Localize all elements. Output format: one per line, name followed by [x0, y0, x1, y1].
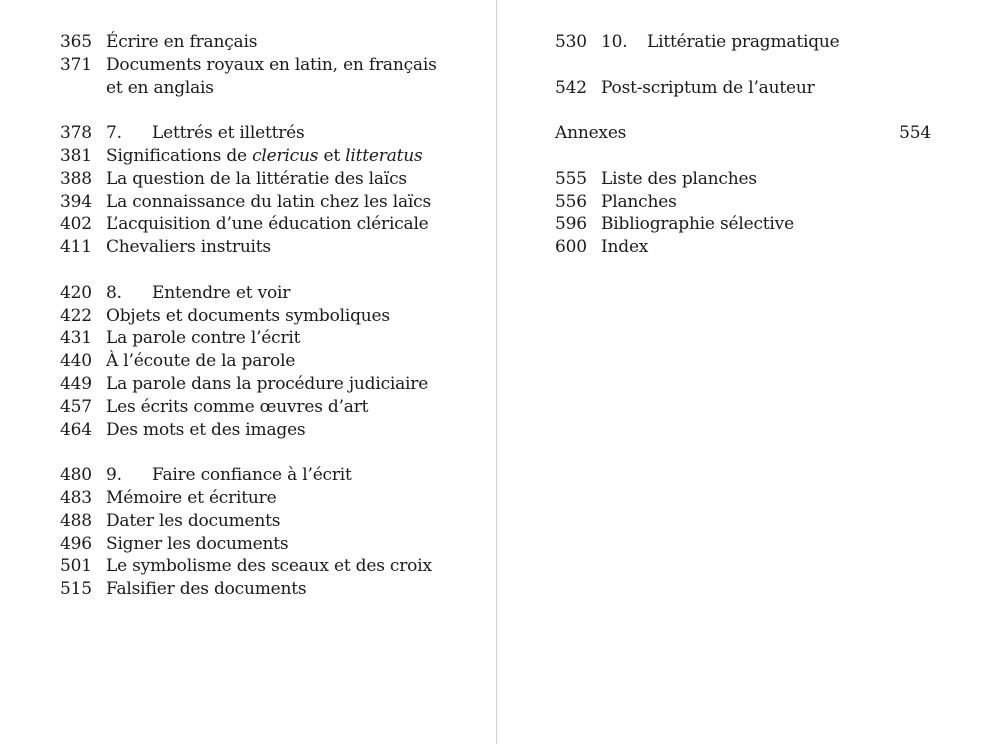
- toc-entry: [60, 54, 440, 77]
- toc-entry: [60, 327, 440, 350]
- toc-chapter-entry: [60, 282, 440, 305]
- toc-title: Objets et documents symboliques: [106, 305, 390, 326]
- toc-page-number: 488: [60, 510, 92, 531]
- toc-page-number: 422: [60, 305, 92, 326]
- chapter-number: 10.: [601, 32, 628, 52]
- toc-title-part: Significations de: [106, 145, 253, 166]
- toc-page-number: 480: [60, 465, 92, 486]
- toc-title: La question de la littératie des laïcs: [106, 168, 407, 189]
- toc-entry: [555, 77, 935, 100]
- section-gap: [555, 99, 935, 122]
- toc-title: Les écrits comme œuvres d’art: [106, 396, 369, 417]
- toc-page-number: 457: [60, 396, 92, 417]
- toc-entry: [60, 487, 440, 510]
- toc-entry: [60, 31, 440, 54]
- toc-entry: [60, 236, 440, 259]
- toc-entry: [60, 191, 440, 214]
- toc-page-number: 394: [60, 191, 92, 212]
- toc-page-number: 464: [60, 419, 92, 440]
- toc-title: Chevaliers instruits: [106, 237, 271, 258]
- toc-chapter-title-wrap: [106, 122, 305, 145]
- toc-page-number: 388: [60, 168, 92, 189]
- toc-entry-continuation: [60, 77, 440, 100]
- chapter-number: 9.: [106, 465, 122, 486]
- toc-page-number: 402: [60, 214, 92, 235]
- toc-title: Écrire en français: [106, 32, 258, 52]
- toc-title-italic: clericus: [252, 145, 319, 166]
- section-gap: [555, 145, 935, 168]
- toc-page-number: 371: [60, 54, 92, 75]
- toc-title-part: et: [318, 145, 346, 166]
- toc-title-italic: litteratus: [345, 145, 423, 166]
- toc-entry: [60, 533, 440, 556]
- toc-page-number: 596: [555, 214, 587, 235]
- chapter-title: Entendre et voir: [152, 282, 291, 303]
- toc-title: La parole dans la procédure judiciaire: [106, 373, 429, 394]
- toc-title: Post-scriptum de l’auteur: [601, 77, 815, 98]
- toc-page-number: 365: [60, 32, 92, 52]
- toc-page-number: 496: [60, 533, 92, 554]
- toc-title: Dater les documents: [106, 510, 281, 531]
- toc-chapter-title-wrap: [601, 31, 840, 54]
- toc-page-number: 600: [555, 237, 587, 258]
- toc-title: Signer les documents: [106, 533, 289, 554]
- toc-entry: [555, 213, 935, 236]
- right-toc: [555, 31, 935, 259]
- section-gap: [555, 54, 935, 77]
- toc-entry: [60, 350, 440, 373]
- toc-page-number: 440: [60, 351, 92, 372]
- toc-title: Documents royaux en latin, en français: [106, 54, 437, 75]
- toc-chapter-entry: [555, 31, 935, 54]
- toc-title: Falsifier des documents: [106, 579, 307, 600]
- toc-title: Bibliographie sélective: [601, 214, 794, 235]
- toc-title: À l’écoute de la parole: [106, 351, 296, 372]
- toc-entry: [60, 578, 440, 601]
- toc-page-number: 411: [60, 237, 92, 258]
- toc-page-number: 542: [555, 77, 587, 98]
- toc-title: L’acquisition d’une éducation cléricale: [106, 214, 429, 235]
- toc-page-number: 378: [60, 123, 92, 144]
- toc-entry: [60, 213, 440, 236]
- toc-title: Des mots et des images: [106, 419, 306, 440]
- toc-title: Index: [601, 237, 649, 258]
- toc-page-number: 431: [60, 328, 92, 349]
- toc-title-line2: et en anglais: [106, 77, 214, 98]
- toc-title: La connaissance du latin chez les laïcs: [106, 191, 431, 212]
- toc-title: Le symbolisme des sceaux et des croix: [106, 556, 432, 577]
- toc-entry: [60, 305, 440, 328]
- toc-page-number: 555: [555, 168, 587, 189]
- chapter-title: Littératie pragmatique: [647, 32, 840, 52]
- toc-page-number: 530: [555, 32, 587, 52]
- toc-entry: [60, 145, 440, 168]
- annexes-page-number: 554: [899, 123, 931, 144]
- section-gap: [60, 441, 440, 464]
- toc-title: Liste des planches: [601, 168, 757, 189]
- toc-page-number: 449: [60, 373, 92, 394]
- toc-page-number: 483: [60, 487, 92, 508]
- toc-page-number: 420: [60, 282, 92, 303]
- toc-page-number: 556: [555, 191, 587, 212]
- toc-annexes-entry: [555, 122, 931, 145]
- toc-title: [106, 145, 423, 168]
- toc-title: La parole contre l’écrit: [106, 328, 301, 349]
- toc-entry: [555, 191, 935, 214]
- chapter-title: Lettrés et illettrés: [152, 123, 305, 144]
- toc-title: Planches: [601, 191, 677, 212]
- toc-entry: [60, 419, 440, 442]
- chapter-number: 8.: [106, 282, 122, 303]
- left-toc: [60, 31, 440, 601]
- toc-chapter-title-wrap: [106, 282, 290, 305]
- toc-page-number: 501: [60, 556, 92, 577]
- toc-chapter-entry: [60, 122, 440, 145]
- toc-chapter-title-wrap: [106, 464, 352, 487]
- toc-page-number: 515: [60, 579, 92, 600]
- toc-entry: [555, 168, 935, 191]
- annexes-title: Annexes: [555, 123, 627, 144]
- toc-entry: [555, 236, 935, 259]
- right-page: [497, 0, 992, 744]
- section-gap: [60, 259, 440, 282]
- toc-entry: [60, 373, 440, 396]
- toc-entry: [60, 510, 440, 533]
- toc-entry: [60, 396, 440, 419]
- toc-chapter-entry: [60, 464, 440, 487]
- toc-page-number: 381: [60, 145, 92, 166]
- chapter-title: Faire confiance à l’écrit: [152, 465, 352, 486]
- section-gap: [60, 99, 440, 122]
- chapter-number: 7.: [106, 123, 122, 144]
- toc-title: Mémoire et écriture: [106, 487, 277, 508]
- toc-entry: [60, 168, 440, 191]
- toc-entry: [60, 555, 440, 578]
